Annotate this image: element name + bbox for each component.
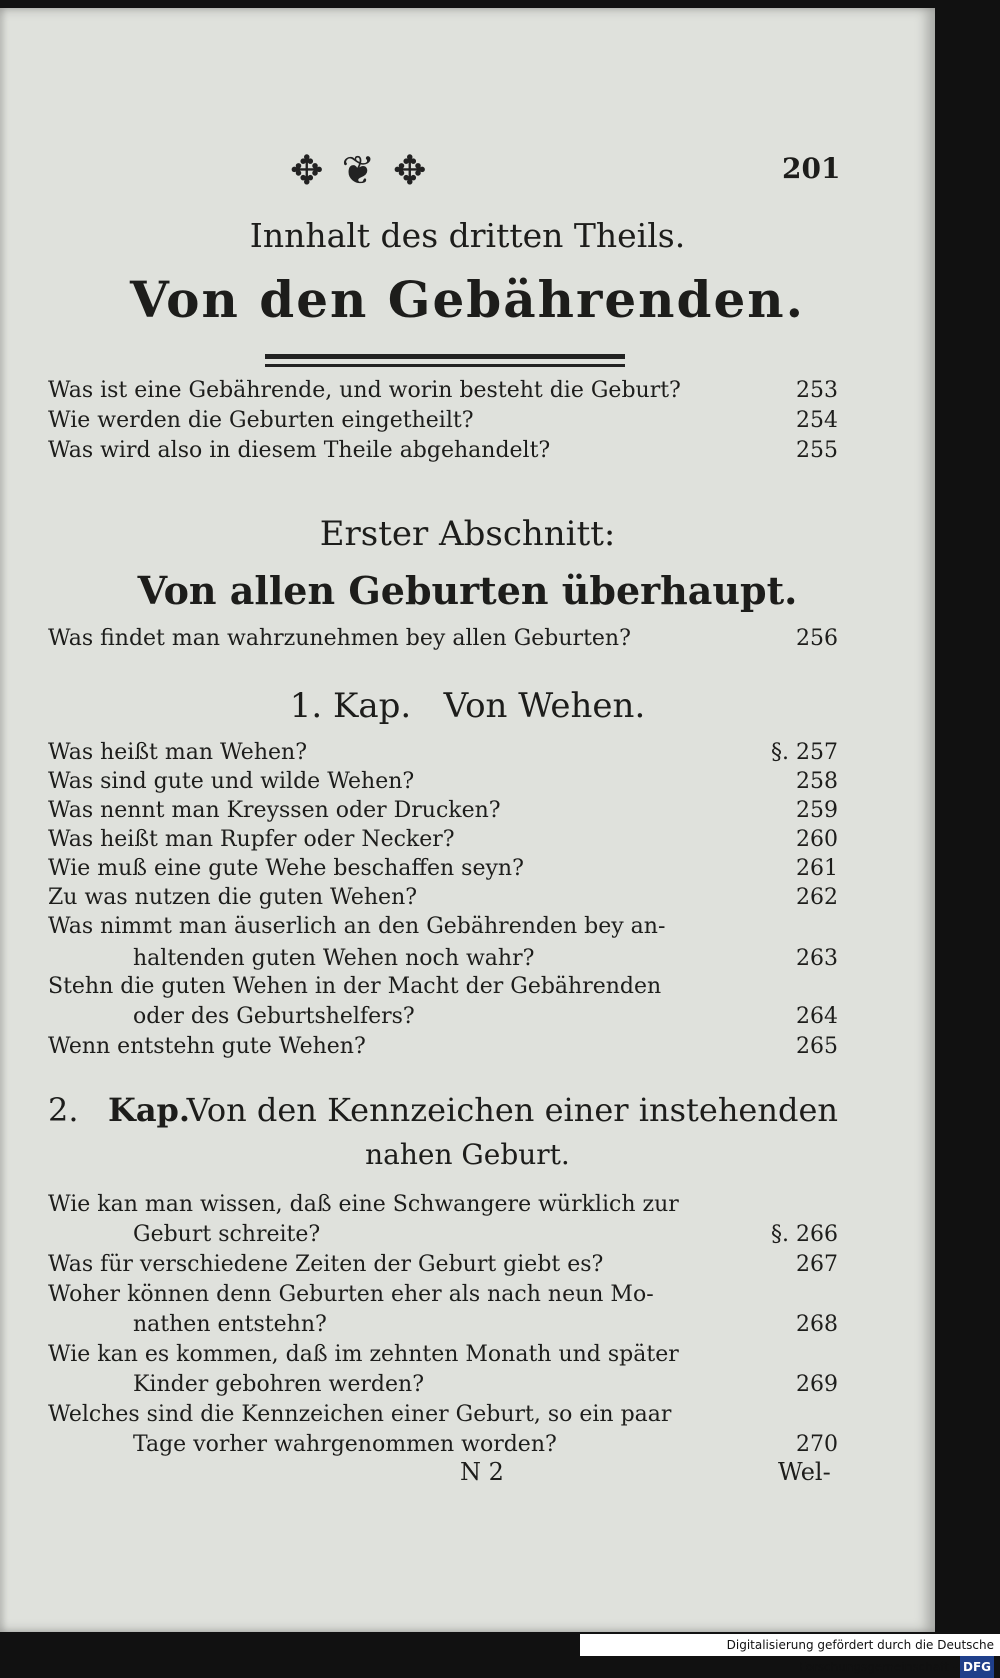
toc-row xyxy=(48,854,838,884)
toc-number: 261 xyxy=(796,856,838,881)
toc-row xyxy=(48,406,838,436)
toc-row xyxy=(48,1250,838,1280)
chapter-heading xyxy=(48,1091,838,1135)
toc-row xyxy=(48,912,838,942)
catchword: Wel- xyxy=(778,1458,831,1486)
toc-row xyxy=(48,1002,838,1032)
toc-question: Kinder gebohren werden? xyxy=(133,1372,424,1397)
toc-question: Was ist eine Gebährende, und worin besteht die Geburt? xyxy=(48,378,681,403)
chapter-title-continued: nahen Geburt. xyxy=(365,1138,570,1171)
toc-question: haltenden guten Wehen noch wahr? xyxy=(133,946,535,971)
toc-row xyxy=(48,796,838,826)
toc-row xyxy=(48,1032,838,1062)
toc-row xyxy=(48,738,838,768)
toc-number: 259 xyxy=(796,798,838,823)
toc-number: 265 xyxy=(796,1034,838,1059)
toc-row xyxy=(48,883,838,913)
toc-question: Wenn entstehn gute Wehen? xyxy=(48,1034,366,1059)
toc-question: Wie kan es kommen, daß im zehnten Monath und später xyxy=(48,1342,679,1367)
chapter-title: Von den Kennzeichen einer instehenden xyxy=(186,1091,838,1129)
toc-question: oder des Geburtshelfers? xyxy=(133,1004,415,1029)
footer-credit xyxy=(580,1634,1000,1674)
contents-heading: Innhalt des dritten Theils. xyxy=(249,216,686,255)
toc-number: 264 xyxy=(796,1004,838,1029)
toc-number: 267 xyxy=(796,1252,838,1277)
chapter-number: 2. xyxy=(48,1091,79,1129)
toc-question: Was findet man wahrzunehmen bey allen Geburten? xyxy=(48,626,631,651)
toc-question: Was heißt man Wehen? xyxy=(48,740,307,765)
toc-row xyxy=(48,436,838,466)
toc-question: Welches sind die Kennzeichen einer Geburt, so ein paar xyxy=(48,1402,672,1427)
toc-question: Was nennt man Kreyssen oder Drucken? xyxy=(48,798,501,823)
toc-question: Was nimmt man äuserlich an den Gebährenden bey an- xyxy=(48,914,666,939)
toc-row xyxy=(48,972,838,1002)
toc-question: Geburt schreite? xyxy=(133,1222,321,1247)
toc-question: Stehn die guten Wehen in der Macht der Gebährenden xyxy=(48,974,662,999)
section-heading: Erster Abschnitt: xyxy=(319,514,616,554)
toc-row xyxy=(48,1340,838,1370)
toc-row xyxy=(48,767,838,797)
toc-row xyxy=(48,944,838,974)
toc-number: §. 266 xyxy=(771,1222,838,1247)
chapter-label: Kap. xyxy=(108,1091,191,1129)
toc-number: 269 xyxy=(796,1372,838,1397)
toc-question: Tage vorher wahrgenommen worden? xyxy=(133,1432,557,1457)
toc-number: 255 xyxy=(796,438,838,463)
toc-number: 270 xyxy=(796,1432,838,1457)
book-page xyxy=(0,8,935,1632)
toc-question: Wie werden die Geburten eingetheilt? xyxy=(48,408,474,433)
title-rule xyxy=(265,354,625,359)
toc-row xyxy=(48,624,838,654)
toc-question: Was für verschiedene Zeiten der Geburt giebt es? xyxy=(48,1252,604,1277)
toc-number: 258 xyxy=(796,769,838,794)
toc-question: Wie kan man wissen, daß eine Schwangere würklich zur xyxy=(48,1192,679,1217)
toc-question: Was sind gute und wilde Wehen? xyxy=(48,769,415,794)
title-rule-thin xyxy=(265,364,625,367)
toc-row xyxy=(48,1220,838,1250)
dfg-logo: DFG xyxy=(960,1656,994,1678)
toc-question: Wie muß eine gute Wehe beschaffen seyn? xyxy=(48,856,524,881)
toc-number: 254 xyxy=(796,408,838,433)
toc-number: 260 xyxy=(796,827,838,852)
toc-question: Was heißt man Rupfer oder Necker? xyxy=(48,827,455,852)
toc-row xyxy=(48,1430,838,1460)
footer-text: Digitalisierung gefördert durch die Deutsche Forschungsgemeinschaft - xyxy=(726,1638,994,1674)
toc-row xyxy=(48,376,838,406)
toc-question: nathen entstehn? xyxy=(133,1312,327,1337)
toc-row xyxy=(48,1310,838,1340)
toc-number: 262 xyxy=(796,885,838,910)
chapter-heading: 1. Kap. Von Wehen. xyxy=(289,686,646,726)
page-header xyxy=(0,148,935,198)
toc-number: 268 xyxy=(796,1312,838,1337)
toc-row xyxy=(48,1190,838,1220)
toc-question: Woher können denn Geburten eher als nach neun Mo- xyxy=(48,1282,654,1307)
toc-row xyxy=(48,825,838,855)
toc-number: 256 xyxy=(796,626,838,651)
signature-mark: N 2 xyxy=(460,1458,504,1486)
toc-row xyxy=(48,1370,838,1400)
toc-number: §. 257 xyxy=(771,740,838,765)
toc-number: 253 xyxy=(796,378,838,403)
toc-number: 263 xyxy=(796,946,838,971)
toc-row xyxy=(48,1280,838,1310)
ornament: ✥❦✥ xyxy=(290,148,445,194)
toc-question: Was wird also in diesem Theile abgehandelt? xyxy=(48,438,551,463)
section-subtitle: Von allen Geburten überhaupt. xyxy=(137,568,798,613)
part-title: Von den Gebährenden. xyxy=(129,270,806,329)
toc-question: Zu was nutzen die guten Wehen? xyxy=(48,885,418,910)
toc-row xyxy=(48,1400,838,1430)
page-number: 201 xyxy=(782,152,841,185)
